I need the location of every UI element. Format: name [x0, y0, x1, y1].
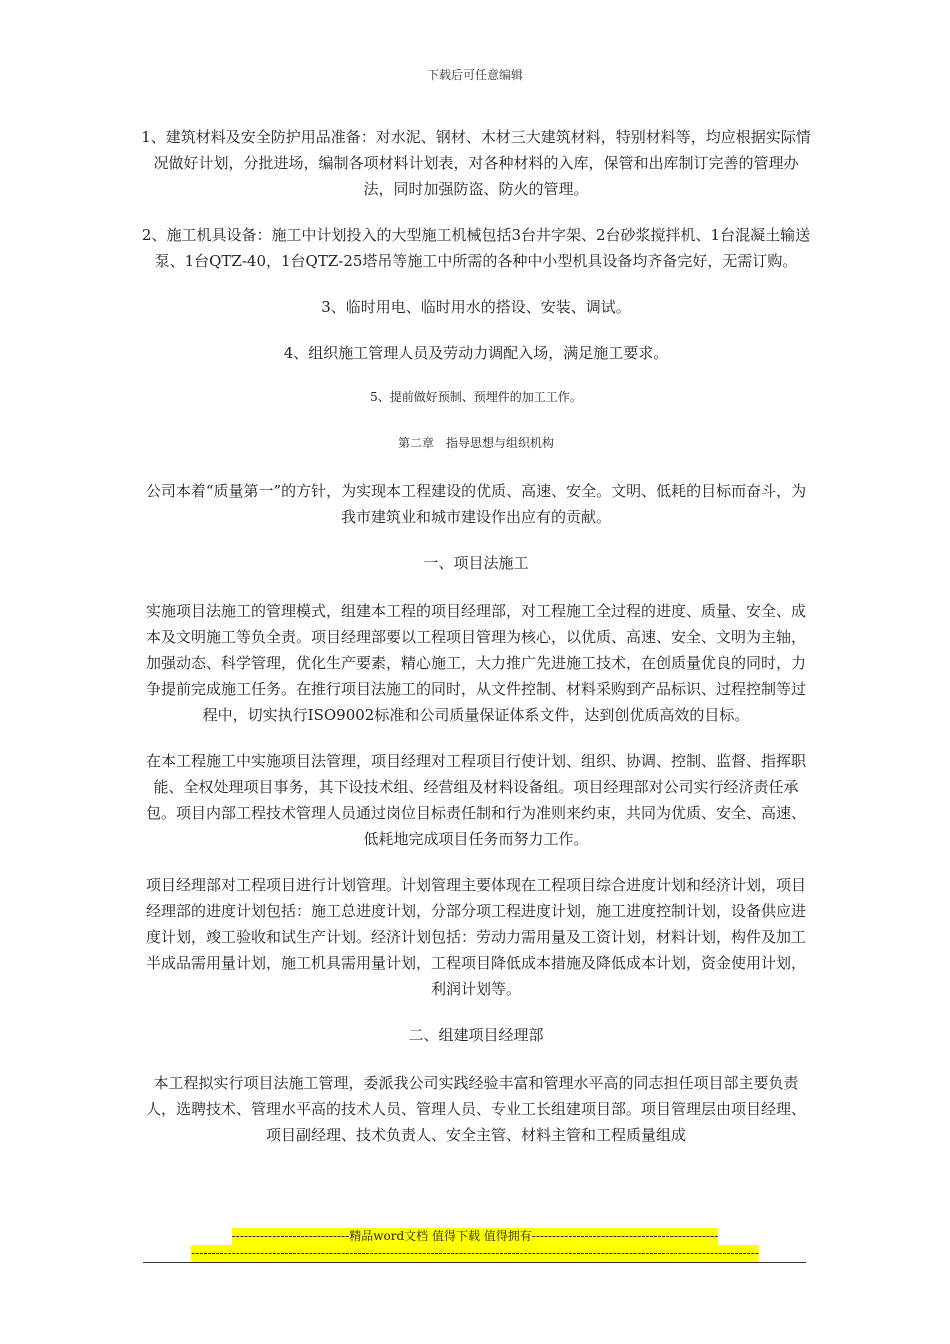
paragraph-project-method: 实施项目法施工的管理模式，组建本工程的项目经理部，对工程施工全过程的进度、质量、安全、成本及文明施工等负全责。项目经理部要以工程项目管理为核心，以优质、高速、安全、文明为主轴，加强动态、科学管理，优化生产要素，精心施工，大力推广先进施工技术，在创质量优良的同时，力争提前完成施工任务。在推行项目法施工的同时，从文件控制、材料采购到产品标识、过程控制等过程中，切实执行ISO9002标准和公司质量保证体系文件，达到创优质高效的目标。	[145, 602, 806, 724]
footer-divider	[143, 1262, 806, 1263]
section-heading-project-department: 二、组建项目经理部	[408, 1026, 544, 1044]
paragraph-equipment: 2、施工机具设备：施工中计划投入的大型施工机械包括3台井字架、2台砂浆搅拌机、1台混凝土输送泵、1台QTZ-40，1台QTZ-25塔吊等施工中所需的各种中小型机具设备均齐备完好，无需订购。	[141, 226, 811, 270]
paragraph-project-department: 本工程拟实行项目法施工管理，委派我公司实践经验丰富和管理水平高的同志担任项目部主要负责人，选聘技术、管理水平高的技术人员、管理人员、专业工长组建项目部。项目管理层由项目经理、项目副经理、技术负责人、安全主管、材料主管和工程质量组成	[145, 1074, 806, 1144]
page-footer	[0, 1228, 950, 1262]
paragraph-staffing: 4、组织施工管理人员及劳动力调配入场，满足施工要求。	[283, 344, 669, 362]
chapter-heading: 第二章 指导思想与组织机构	[397, 436, 554, 450]
paragraph-materials: 1、建筑材料及安全防护用品准备：对水泥、钢材、木材三大建筑材料，特别材料等，均应根据实际情况做好计划，分批进场，编制各项材料计划表，对各种材料的入库，保管和出库制订完善的管理办法，同时加强防盗、防火的管理。	[141, 128, 811, 198]
paragraph-planning: 项目经理部对工程项目进行计划管理。计划管理主要体现在工程项目综合进度计划和经济计划，项目经理部的进度计划包括：施工总进度计划，分部分项工程进度计划，施工进度控制计划，设备供应进度计划，竣工验收和试生产计划。经济计划包括：劳动力需用量及工资计划，材料计划，构件及加工半成品需用量计划，施工机具需用量计划，工程项目降低成本措施及降低成本计划，资金使用计划，利润计划等。	[145, 876, 806, 998]
footer-banner-line: -----------------------------精品word文档 值得下载 值得拥有----------------------------------------------	[231, 1229, 719, 1243]
paragraph-company-policy: 公司本着“质量第一”的方针，为实现本工程建设的优质、高速、安全。文明、低耗的目标而奋斗，为我市建筑业和城市建设作出应有的贡献。	[145, 482, 807, 526]
paragraph-prefab: 5、提前做好预制、预埋件的加工工作。	[370, 390, 582, 404]
footer-dash-line: --------------------------------------------------------------------------------------------------------------------------------------------	[191, 1246, 759, 1260]
document-body	[140, 124, 812, 1168]
paragraph-project-management: 在本工程施工中实施项目法管理，项目经理对工程项目行使计划、组织、协调、控制、监督、指挥职能、全权处理项目事务，其下设技术组、经营组及材料设备组。项目经理部对公司实行经济责任承包。项目内部工程技术管理人员通过岗位目标责任制和行为准则来约束，共同为优质、安全、高速、低耗地完成项目任务而努力工作。	[145, 752, 806, 848]
page-header: 下载后可任意编辑	[426, 68, 523, 82]
section-heading-project-method: 一、项目法施工	[423, 554, 529, 572]
paragraph-utilities: 3、临时用电、临时用水的搭设、安装、调试。	[321, 298, 631, 316]
